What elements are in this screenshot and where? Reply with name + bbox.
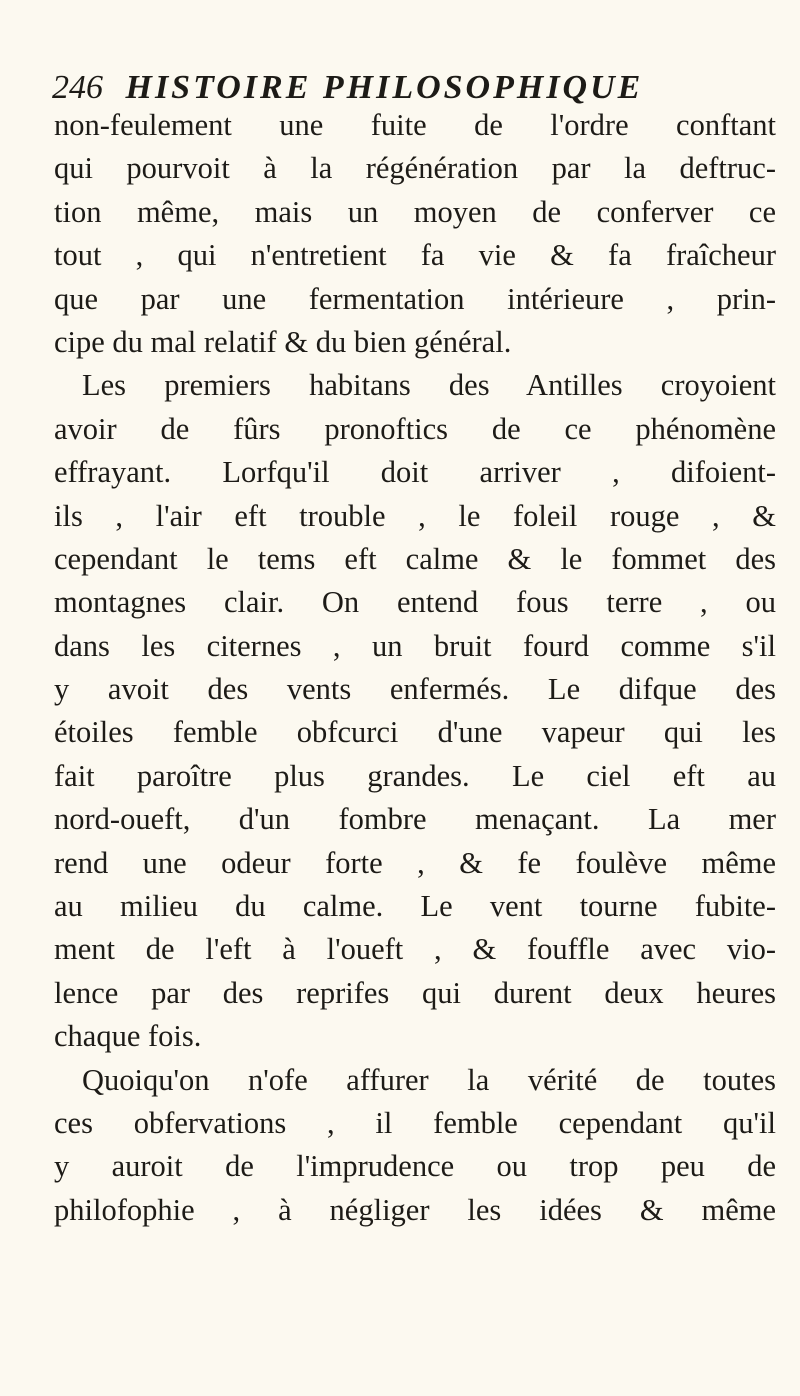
text-line: montagnes clair. On entend fous terre , ou	[54, 585, 776, 620]
text-line: étoiles femble obfcurci d'une vapeur qui les	[54, 715, 776, 750]
text-line: rend une odeur forte , & fe foulève même	[54, 845, 776, 880]
text-line: philofophie , à négliger les idées & même	[54, 1192, 776, 1227]
text-line: Quoiqu'on n'ofe affurer la vérité de toutes	[82, 1062, 776, 1097]
text-line: Les premiers habitans des Antilles croyoient	[82, 368, 776, 403]
text-line: tout , qui n'entretient fa vie & fa fraîcheur	[54, 238, 776, 273]
text-line: au milieu du calme. Le vent tourne fubite-	[54, 889, 776, 924]
text-line: avoir de fûrs pronoftics de ce phénomène	[54, 411, 776, 446]
text-line: nord-oueft, d'un fombre menaçant. La mer	[54, 802, 776, 837]
text-line: tion même, mais un moyen de conferver ce	[54, 194, 776, 229]
text-line: cipe du mal relatif & du bien général.	[54, 324, 512, 359]
text-line: ils , l'air eft trouble , le foleil rouge , &	[54, 498, 776, 533]
text-line: y avoit des vents enfermés. Le difque des	[54, 672, 776, 707]
text-line: ces obfervations , il femble cependant qu'il	[54, 1105, 776, 1140]
text-line: non-feulement une fuite de l'ordre conftant	[54, 108, 776, 142]
text-line: ment de l'eft à l'oueft , & fouffle avec vio-	[54, 932, 776, 967]
text-line: cependant le tems eft calme & le fommet des	[54, 541, 776, 576]
text-line: fait paroître plus grandes. Le ciel eft au	[54, 758, 776, 793]
text-line: effrayant. Lorfqu'il doit arriver , difoient-	[54, 455, 776, 490]
text-line: lence par des reprifes qui durent deux heures	[54, 975, 776, 1010]
text-line: que par une fermentation intérieure , prin-	[54, 281, 776, 316]
text-line: chaque fois.	[54, 1019, 202, 1054]
text-line: qui pourvoit à la régénération par la deftruc-	[54, 151, 776, 186]
running-title: HISTOIRE PHILOSOPHIQUE	[125, 69, 644, 106]
page-number: 246	[52, 69, 103, 106]
text-line: dans les citernes , un bruit fourd comme s'il	[54, 628, 776, 663]
text-line: y auroit de l'imprudence ou trop peu de	[54, 1149, 776, 1184]
body-text	[54, 104, 776, 1232]
